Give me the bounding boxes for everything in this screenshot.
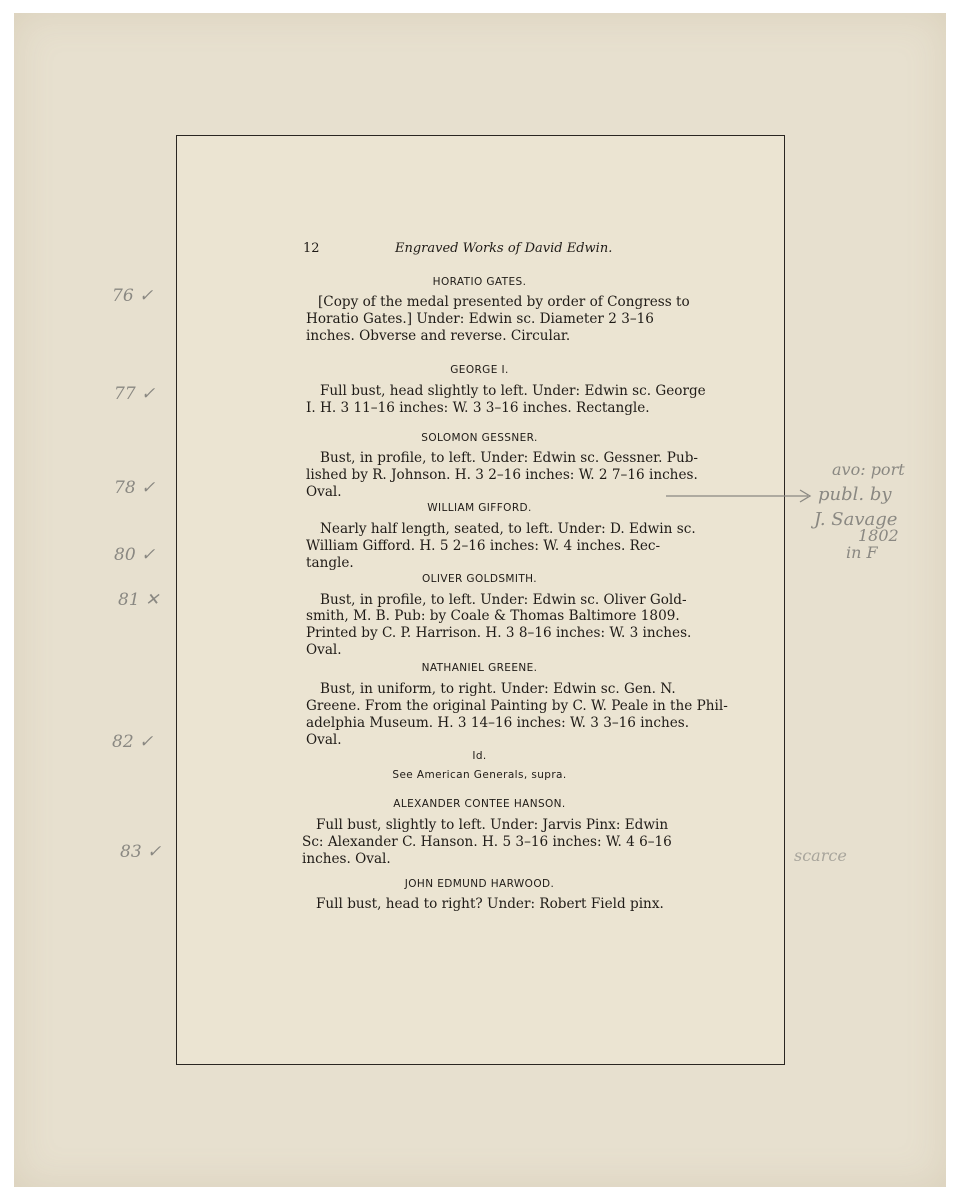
margin-note-right: in F [846,543,878,562]
entry-line: lished by R. Johnson. H. 3 2–16 inches: W. 2 7–16 inches. [306,467,698,483]
entry-line: Oval. [306,732,342,748]
margin-note-right: publ. by [818,484,892,505]
entry-line: Bust, in uniform, to right. Under: Edwin sc. Gen. N. [320,681,676,697]
margin-note-number: 80 ✓ [114,545,156,565]
margin-note-number: 81 ✕ [118,590,160,610]
entry-line: Full bust, head to right? Under: Robert Field pinx. [316,896,664,912]
entry-line: William Gifford. H. 5 2–16 inches: W. 4 inches. Rec- [306,538,661,554]
entry-line: Printed by C. P. Harrison. H. 3 8–16 inches: W. 3 inches. [306,625,692,641]
margin-note-right: avo: port [832,460,905,479]
entry-line: Nearly half length, seated, to left. Under: D. Edwin sc. [320,521,696,537]
entry-line: Oval. [306,484,342,500]
entry-title: GEORGE I. [450,364,509,376]
margin-note-number: 83 ✓ [120,842,162,862]
margin-note-scarce: scarce [794,846,847,865]
entry-title: SOLOMON GESSNER. [421,432,538,444]
entry-line: Full bust, slightly to left. Under: Jarvis Pinx: Edwin [316,817,669,833]
entry-line: Greene. From the original Painting by C. W. Peale in the Phil- [306,698,728,714]
margin-note-number: 82 ✓ [112,732,154,752]
entry-line: Horatio Gates.] Under: Edwin sc. Diameter 2 3–16 [306,311,654,327]
entry-line: Sc: Alexander C. Hanson. H. 5 3–16 inches: W. 4 6–16 [302,834,672,850]
entry-line: adelphia Museum. H. 3 14–16 inches: W. 3 3–16 inches. [306,715,690,731]
entry-line: I. H. 3 11–16 inches: W. 3 3–16 inches. Rectangle. [306,400,650,416]
entry-line: tangle. [306,555,354,571]
entry-title: JOHN EDMUND HARWOOD. [404,878,555,890]
entry-line: Oval. [306,642,342,658]
entry-line: Full bust, head slightly to left. Under: Edwin sc. George [320,383,706,399]
entry-line: See American Generals, supra. [392,769,567,781]
entry-title: HORATIO GATES. [432,276,527,288]
margin-note-number: 76 ✓ [112,286,154,306]
entry-title: ALEXANDER CONTEE HANSON. [393,798,566,810]
margin-note-number: 77 ✓ [114,384,156,404]
entry-title: Id. [472,750,487,762]
entry-line: inches. Obverse and reverse. Circular. [306,328,571,344]
page-number: 12 [303,241,320,256]
entry-title: WILLIAM GIFFORD. [427,502,532,514]
entry-line: inches. Oval. [302,851,391,867]
entry-line: Bust, in profile, to left. Under: Edwin sc. Gessner. Pub- [320,450,699,466]
margin-note-right: J. Savage [814,509,898,530]
entry-title: NATHANIEL GREENE. [421,662,538,674]
entry-line: [Copy of the medal presented by order of Congress to [318,294,690,310]
entry-title: OLIVER GOLDSMITH. [421,573,538,585]
running-title: Engraved Works of David Edwin. [395,241,613,256]
entry-line: Bust, in profile, to left. Under: Edwin sc. Oliver Gold- [320,592,687,608]
entry-line: smith, M. B. Pub: by Coale & Thomas Baltimore 1809. [306,608,680,624]
margin-note-right: 1802 [858,526,899,545]
margin-note-number: 78 ✓ [114,478,156,498]
